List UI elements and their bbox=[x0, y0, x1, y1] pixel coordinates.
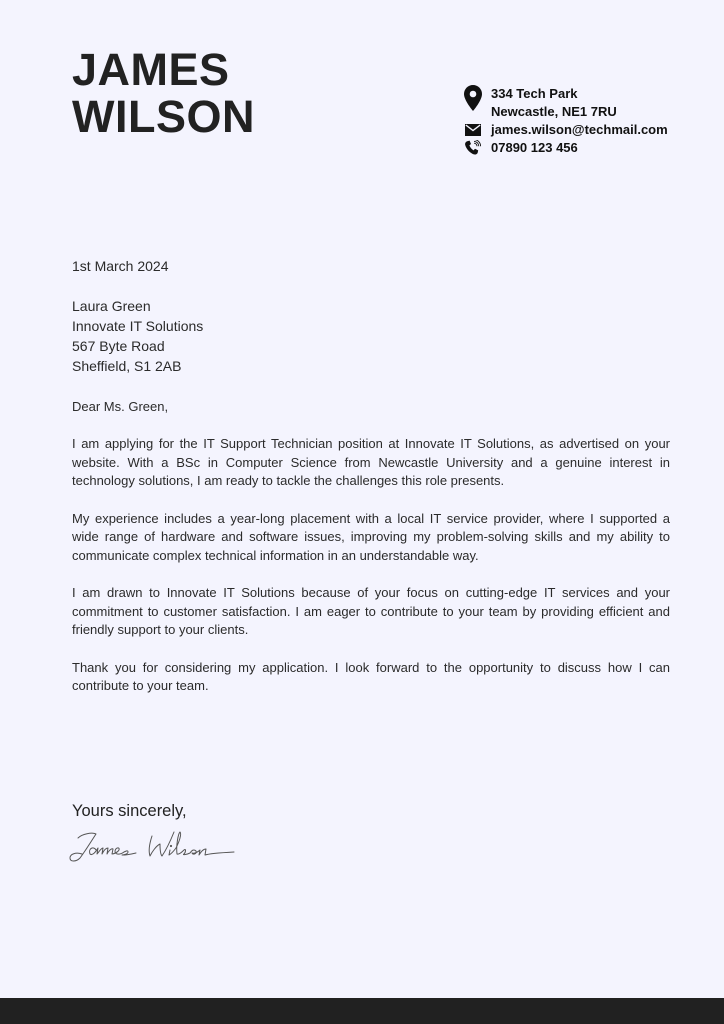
signature bbox=[66, 824, 241, 866]
body-paragraph: I am drawn to Innovate IT Solutions because of your focus on cutting-edge IT services and your commitment to customer satisfaction. I am eager to contribute to your team by providing efficient and friendly support to your clients. bbox=[72, 585, 670, 637]
body-paragraph: I am applying for the IT Support Technician position at Innovate IT Solutions, as advertised on your website. With a BSc in Computer Science from Newcastle University and a genuine interest in technology solutions, I am ready to tackle the challenges this role presents. bbox=[72, 436, 670, 488]
closing: Yours sincerely, bbox=[72, 802, 187, 820]
contact-email bbox=[462, 121, 668, 139]
location-pin-icon bbox=[462, 85, 484, 111]
recipient-address bbox=[72, 296, 670, 376]
salutation: Dear Ms. Green, bbox=[72, 399, 169, 414]
applicant-name bbox=[72, 46, 255, 140]
address-line-2: Newcastle, NE1 7RU bbox=[491, 104, 617, 119]
contact-phone bbox=[462, 139, 668, 157]
contact-address bbox=[462, 85, 668, 121]
letter-body bbox=[72, 435, 670, 715]
address-line-1: 334 Tech Park bbox=[491, 86, 578, 101]
phone-icon bbox=[462, 139, 484, 157]
phone-number[interactable]: 07890 123 456 bbox=[491, 140, 578, 155]
recipient-city: Sheffield, S1 2AB bbox=[72, 358, 182, 374]
recipient-name: Laura Green bbox=[72, 298, 151, 314]
body-paragraph: My experience includes a year-long placement with a local IT service provider, where I supported a wide range of hardware and software issues, improving my problem-solving skills and my ability to communicate complex technical information in an understandable way. bbox=[72, 510, 670, 563]
last-name: WILSON bbox=[72, 91, 255, 142]
email-link[interactable]: james.wilson@techmail.com bbox=[491, 122, 668, 137]
first-name: JAMES bbox=[72, 44, 230, 95]
letter-date: 1st March 2024 bbox=[72, 258, 169, 274]
signature-graphic bbox=[66, 824, 241, 866]
contact-block bbox=[462, 85, 668, 157]
body-paragraph: Thank you for considering my application. I look forward to the opportunity to discuss how I can contribute to your team. bbox=[72, 659, 670, 693]
recipient-street: 567 Byte Road bbox=[72, 338, 165, 354]
envelope-icon bbox=[462, 121, 484, 139]
footer-bar bbox=[0, 998, 724, 1024]
recipient-company: Innovate IT Solutions bbox=[72, 318, 204, 334]
